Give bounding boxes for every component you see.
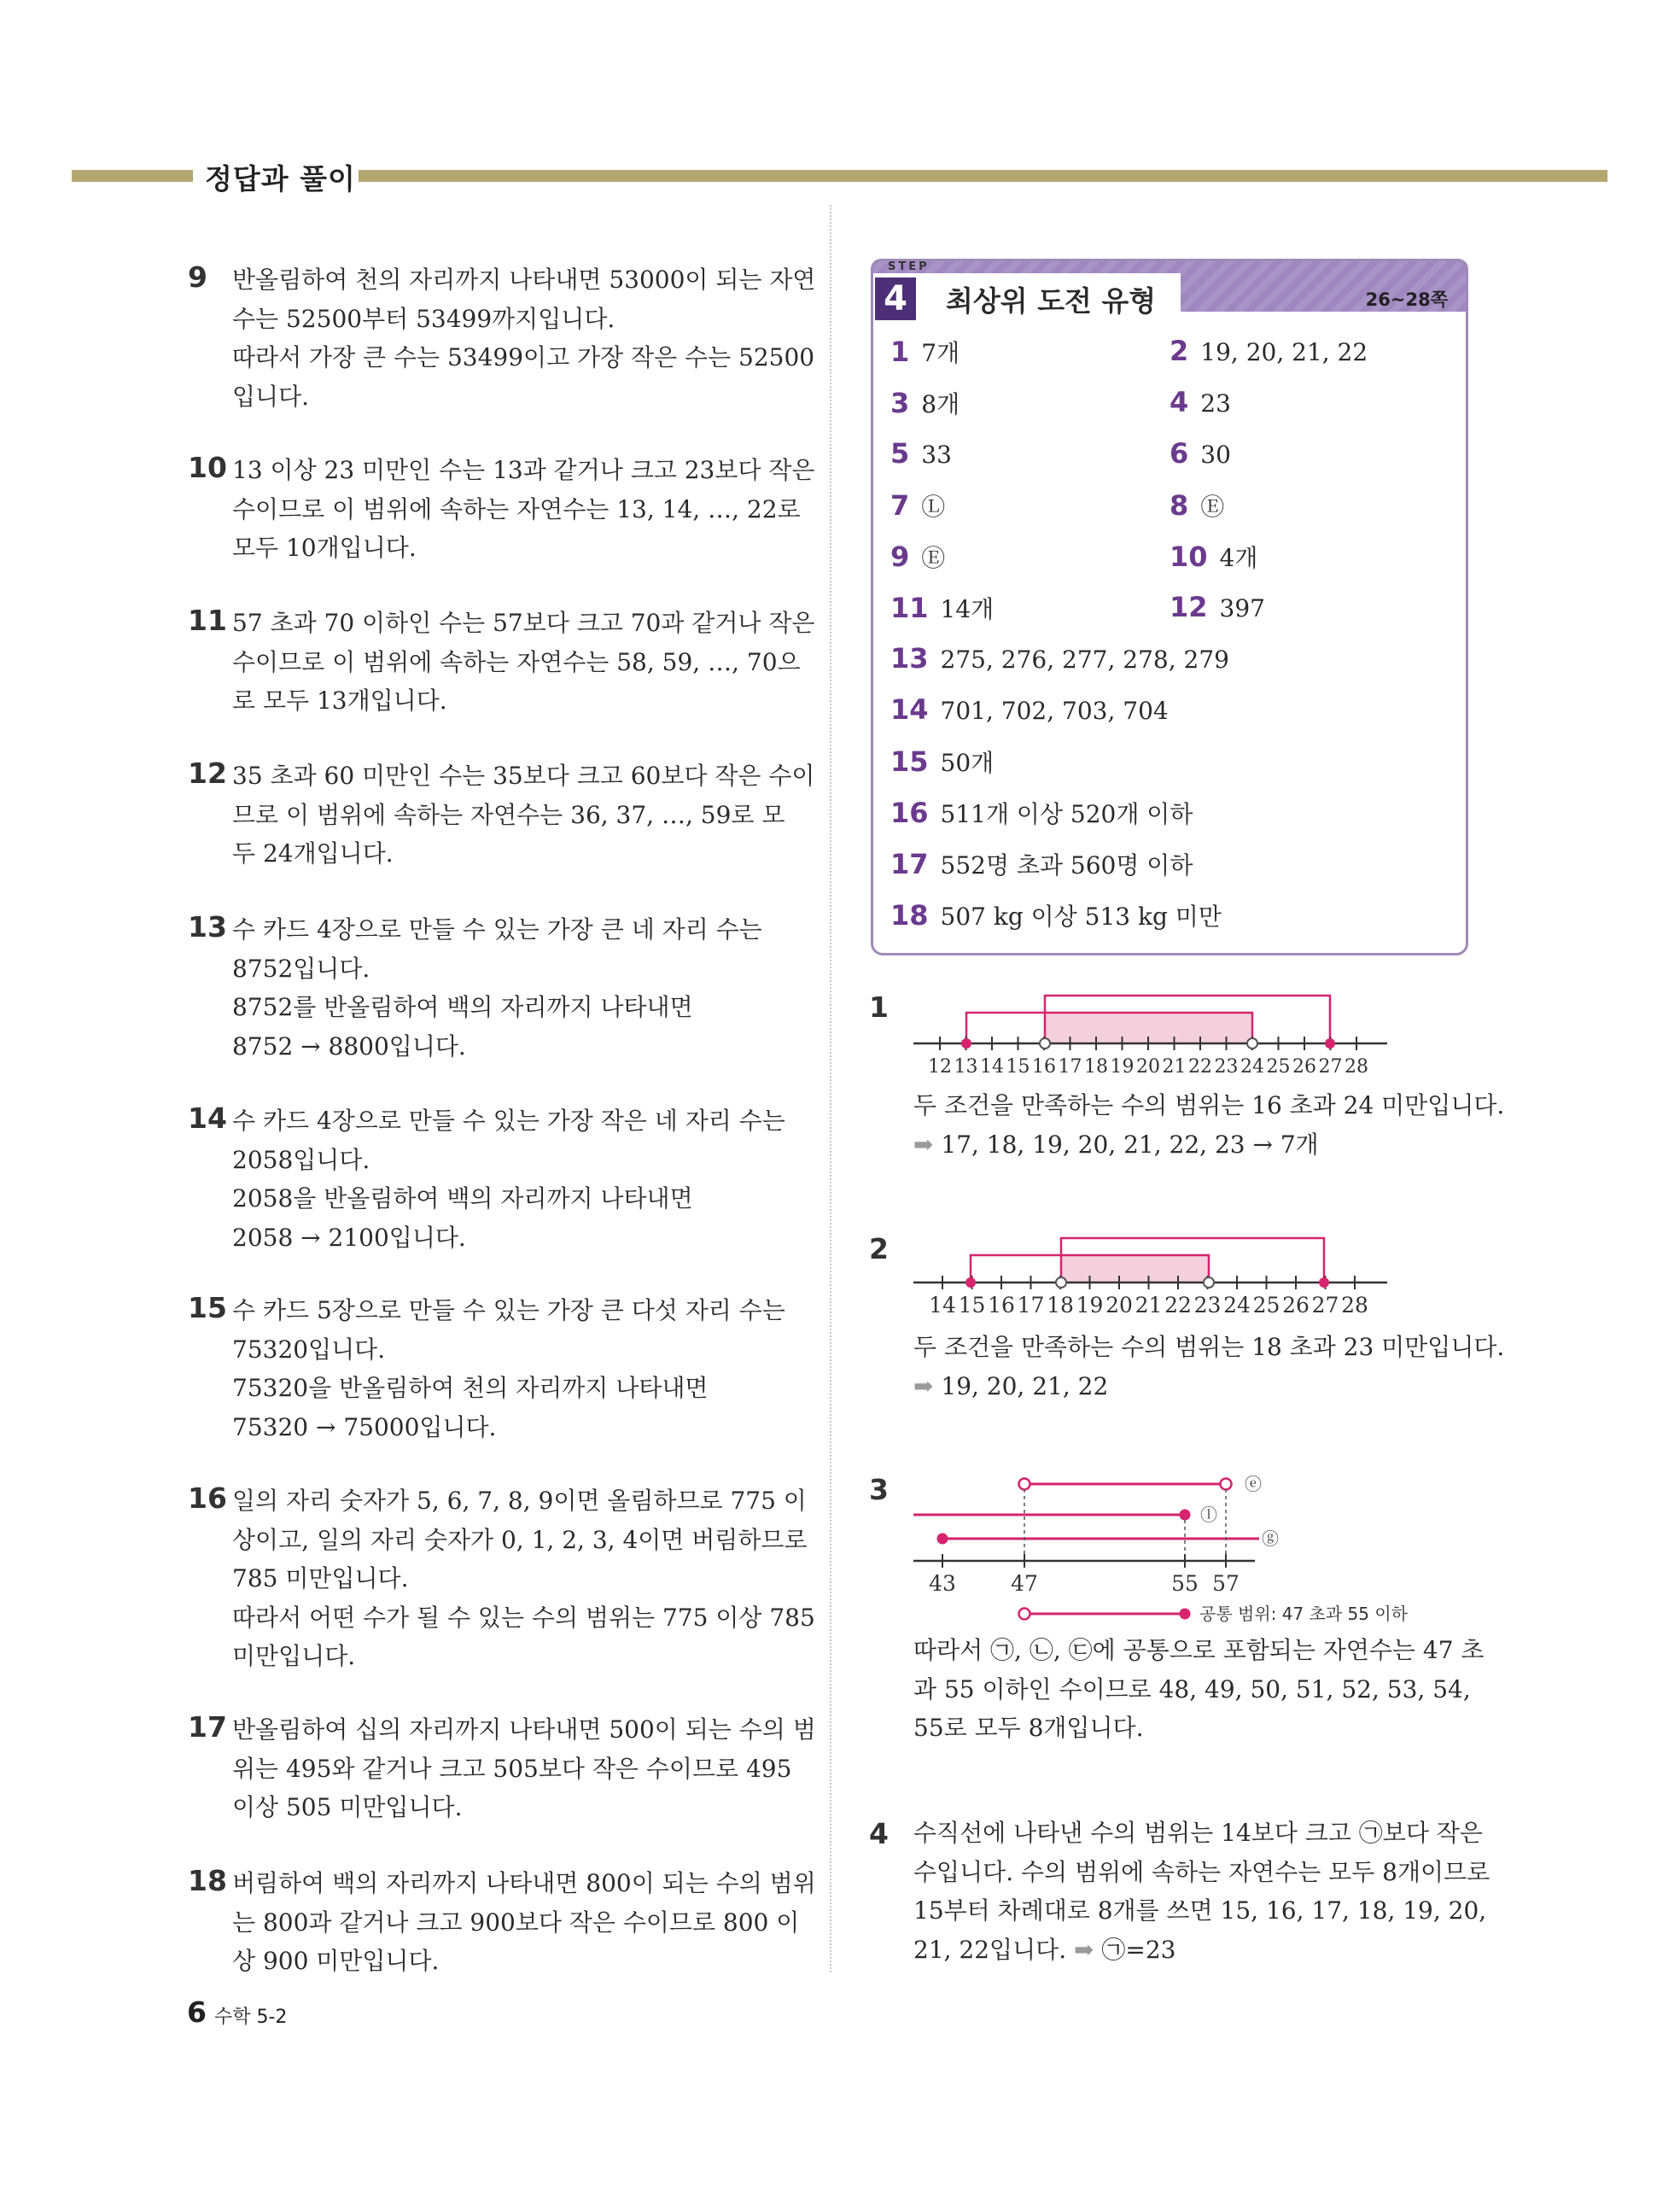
problem-line: 2058을 반올림하여 백의 자리까지 나타내면 <box>232 1184 693 1212</box>
tick-label: 26 <box>1292 1056 1316 1076</box>
tick-label: 22 <box>1164 1293 1192 1315</box>
solution-2-line-1: 두 조건을 만족하는 수의 범위는 18 초과 23 미만입니다. <box>913 1333 1505 1361</box>
problem-line: 수이므로 이 범위에 속하는 자연수는 58, 59, …, 70으 <box>232 647 801 676</box>
tick-label: 25 <box>1266 1056 1291 1076</box>
common-open-47 <box>1019 1609 1030 1620</box>
open-point-57 <box>1221 1479 1232 1490</box>
answer-item-1 <box>890 335 960 369</box>
problem-text <box>232 757 813 873</box>
problem-number: 10 <box>188 451 227 484</box>
tick-label: 19 <box>1110 1056 1135 1076</box>
problem-line: 모두 10개입니다. <box>232 534 417 562</box>
answer-value: 507 kg 이상 513 kg 미만 <box>940 903 1222 931</box>
tick-label: 15 <box>1006 1056 1030 1076</box>
answer-number: 2 <box>1170 335 1189 367</box>
problem-text <box>232 1101 813 1257</box>
answer-number: 18 <box>890 899 929 932</box>
answer-number: 14 <box>890 693 929 726</box>
answer-item-16 <box>890 796 1193 830</box>
solution-3-text <box>913 1631 1485 1748</box>
problem-number: 16 <box>188 1481 227 1515</box>
problem-text <box>232 604 813 721</box>
step-title: 최상위 도전 유형 <box>946 284 1157 318</box>
answer-number: 6 <box>1170 437 1189 470</box>
gray-arrow-icon: ➡ <box>1074 1935 1094 1964</box>
tick-label: 27 <box>1311 1293 1339 1315</box>
problem-line: 수이므로 이 범위에 속하는 자연수는 13, 14, …, 22로 <box>232 494 801 523</box>
answer-value: 30 <box>1200 441 1231 469</box>
problem-line: 로 모두 13개입니다. <box>232 687 447 715</box>
problem-text <box>232 1291 813 1446</box>
tick-label-47: 47 <box>1011 1571 1038 1596</box>
answer-value: 511개 이상 520개 이하 <box>940 800 1193 828</box>
answer-number: 9 <box>890 540 910 573</box>
answer-value: 397 <box>1219 594 1265 622</box>
tick-label: 16 <box>1032 1056 1056 1076</box>
answer-number: 12 <box>1170 591 1208 623</box>
problem-line: 상 900 미만입니다. <box>232 1947 440 1975</box>
problem-line: 입니다. <box>232 382 310 411</box>
answer-number: 4 <box>1170 386 1189 418</box>
common-range-label: 공통 범위: 47 초과 55 이하 <box>1199 1604 1408 1624</box>
problem-text <box>232 451 813 568</box>
common-closed-55 <box>1180 1609 1191 1620</box>
tick-label: 17 <box>1058 1056 1082 1076</box>
solution-3-line-3: 55로 모두 8개입니다. <box>913 1714 1144 1742</box>
step-label: STEP <box>888 260 930 273</box>
answer-item-6 <box>1170 437 1231 470</box>
answer-value: 14개 <box>940 595 995 623</box>
label-g-icon: ⓖ <box>1262 1528 1279 1549</box>
solution-2-line-2: 19, 20, 21, 22 <box>941 1371 1109 1400</box>
tick-label: 17 <box>1017 1293 1045 1315</box>
tick-label: 21 <box>1135 1293 1163 1315</box>
answer-number: 10 <box>1170 540 1208 573</box>
tick-label: 23 <box>1214 1056 1239 1076</box>
answer-number: 13 <box>890 642 929 675</box>
answer-value: Ⓛ <box>921 493 946 521</box>
answer-item-2 <box>1170 335 1368 367</box>
answer-item-10 <box>1170 540 1257 574</box>
open-point-24 <box>1247 1038 1257 1049</box>
answer-item-15 <box>890 745 994 779</box>
step-pages: 26~28쪽 <box>1365 289 1448 310</box>
problem-number: 12 <box>188 757 227 790</box>
tick-label: 24 <box>1223 1293 1251 1315</box>
answer-value: 7개 <box>921 339 960 367</box>
gray-arrow-icon: ➡ <box>913 1130 934 1159</box>
answer-value: Ⓔ <box>921 544 946 572</box>
problem-text <box>232 260 816 416</box>
tick-label: 14 <box>929 1293 956 1315</box>
tick-label: 15 <box>958 1293 986 1315</box>
problem-line: 미만입니다. <box>232 1642 356 1670</box>
problem-line: 75320을 반올림하여 천의 자리까지 나타내면 <box>232 1374 709 1402</box>
problem-line: 버림하여 백의 자리까지 나타내면 800이 되는 수의 범위 <box>232 1869 816 1897</box>
page-header-title: 정답과 풀이 <box>205 162 356 196</box>
tick-label: 25 <box>1252 1293 1280 1315</box>
problem-line: 는 800과 같거나 크고 900보다 작은 수이므로 800 이 <box>232 1908 800 1937</box>
label-l-icon: ⓛ <box>1200 1504 1217 1525</box>
answer-number: 17 <box>890 848 929 880</box>
problem-number: 11 <box>188 604 227 637</box>
problem-line: 수는 52500부터 53499까지입니다. <box>232 304 615 333</box>
problem-number: 13 <box>188 910 227 944</box>
tick-label: 13 <box>954 1056 978 1076</box>
header-bar-left <box>72 170 193 182</box>
number-line-3 <box>913 1469 1477 1631</box>
problem-line: 8752입니다. <box>232 954 370 983</box>
answer-number: 1 <box>890 336 910 368</box>
answer-value: 19, 20, 21, 22 <box>1200 338 1368 366</box>
closed-point-15 <box>965 1277 976 1288</box>
problem-line: 8752를 반올림하여 백의 자리까지 나타내면 <box>232 993 693 1021</box>
answer-value: 4개 <box>1219 544 1258 572</box>
problem-line: 이상 505 미만입니다. <box>232 1793 463 1821</box>
gray-arrow-icon: ➡ <box>913 1371 934 1400</box>
solution-3-line-2: 과 55 이하인 수이므로 48, 49, 50, 51, 52, 53, 54, <box>913 1674 1471 1703</box>
tick-label: 16 <box>988 1293 1015 1315</box>
tick-label: 28 <box>1341 1293 1368 1315</box>
answer-value: 50개 <box>940 749 995 777</box>
tick-label: 18 <box>1084 1056 1108 1076</box>
problem-line: 반올림하여 천의 자리까지 나타내면 53000이 되는 자연 <box>232 266 816 294</box>
tick-label: 21 <box>1162 1056 1187 1076</box>
solution-4-line-3: 15부터 차례대로 8개를 쓰면 15, 16, 17, 18, 19, 20, <box>913 1896 1487 1925</box>
problem-line: 2058 → 2100입니다. <box>232 1223 466 1252</box>
answer-number: 8 <box>1170 489 1189 522</box>
answer-value: 552명 초과 560명 이하 <box>940 851 1193 879</box>
solution-4-line-1: 수직선에 나타낸 수의 범위는 14보다 크고 ㉠보다 작은 <box>913 1819 1483 1847</box>
solution-3-number: 3 <box>869 1473 889 1506</box>
problem-line: 따라서 가장 큰 수는 53499이고 가장 작은 수는 52500 <box>232 343 815 371</box>
solution-4-line-4: 21, 22입니다. <box>913 1935 1067 1964</box>
tick-label: 20 <box>1105 1293 1133 1315</box>
tick-label-57: 57 <box>1212 1571 1240 1596</box>
problem-line: 13 이상 23 미만인 수는 13과 같거나 크고 23보다 작은 <box>232 456 815 484</box>
answer-number: 15 <box>890 745 929 778</box>
closed-point-13 <box>961 1038 971 1049</box>
column-divider <box>830 205 831 1972</box>
problem-line: 35 초과 60 미만인 수는 35보다 크고 60보다 작은 수이 <box>232 762 815 790</box>
number-line-1 <box>913 990 1409 1076</box>
answer-item-9 <box>890 540 945 574</box>
tick-label: 23 <box>1193 1293 1222 1315</box>
problem-line: 8752 → 8800입니다. <box>232 1031 466 1060</box>
answer-item-11 <box>890 591 994 625</box>
answer-item-5 <box>890 437 952 470</box>
page-number: 6 <box>187 1995 207 2029</box>
answer-value: Ⓔ <box>1200 493 1225 521</box>
answer-number: 7 <box>890 489 910 522</box>
solution-4-line-5: ㉠=23 <box>1101 1935 1176 1964</box>
problem-line: 두 24개입니다. <box>232 839 394 868</box>
answer-number: 3 <box>890 387 910 419</box>
problem-line: 따라서 어떤 수가 될 수 있는 수의 범위는 775 이상 785 <box>232 1603 815 1632</box>
problem-number: 9 <box>188 260 207 294</box>
problem-text <box>232 1481 813 1676</box>
answer-item-4 <box>1170 386 1231 418</box>
closed-point-27 <box>1325 1038 1335 1049</box>
closed-point-27b <box>1319 1277 1329 1288</box>
answer-number: 5 <box>890 437 910 470</box>
solution-4-text <box>913 1814 1490 1969</box>
answer-value: 8개 <box>921 390 960 418</box>
footer-subject: 수학 5-2 <box>214 2007 288 2028</box>
tick-label-55: 55 <box>1171 1571 1199 1596</box>
answer-item-3 <box>890 386 960 420</box>
tick-label: 28 <box>1345 1056 1368 1076</box>
closed-point-55 <box>1180 1510 1191 1521</box>
problem-text <box>232 910 813 1066</box>
answer-number: 11 <box>890 592 929 624</box>
problem-line: 위는 495와 같거나 크고 505보다 작은 수이므로 495 <box>232 1754 792 1783</box>
problem-line: 수 카드 4장으로 만들 수 있는 가장 큰 네 자리 수는 <box>232 915 762 944</box>
problem-line: 므로 이 범위에 속하는 자연수는 36, 37, …, 59로 모 <box>232 800 785 829</box>
problem-number: 14 <box>188 1101 227 1135</box>
solution-3-line-1: 따라서 ㉠, ㉡, ㉢에 공통으로 포함되는 자연수는 47 초 <box>913 1636 1485 1664</box>
answer-number: 16 <box>890 797 929 829</box>
solution-1-text <box>913 1086 1505 1164</box>
problem-number: 18 <box>188 1864 227 1897</box>
open-point-16 <box>1040 1038 1050 1049</box>
tick-label: 18 <box>1047 1293 1074 1315</box>
open-point-47-e <box>1019 1479 1030 1490</box>
answer-value: 33 <box>921 441 952 469</box>
solution-2-number: 2 <box>869 1232 889 1265</box>
problem-line: 57 초과 70 이하인 수는 57보다 크고 70과 같거나 작은 <box>232 609 815 637</box>
solution-4-number: 4 <box>869 1817 889 1850</box>
answer-item-8 <box>1170 488 1224 523</box>
answer-item-12 <box>1170 591 1265 623</box>
answer-value: 275, 276, 277, 278, 279 <box>940 646 1229 674</box>
problem-line: 상이고, 일의 자리 숫자가 0, 1, 2, 3, 4이면 버림하므로 <box>232 1525 808 1554</box>
problem-line: 75320입니다. <box>232 1335 386 1364</box>
problem-line: 반올림하여 십의 자리까지 나타내면 500이 되는 수의 범 <box>232 1715 816 1744</box>
problem-text <box>232 1710 816 1827</box>
open-point-18 <box>1056 1277 1066 1288</box>
answer-value: 701, 702, 703, 704 <box>940 697 1169 725</box>
problem-text <box>232 1864 816 1981</box>
tick-label-43: 43 <box>929 1571 956 1596</box>
problem-line: 일의 자리 숫자가 5, 6, 7, 8, 9이면 올림하므로 775 이 <box>232 1487 807 1515</box>
answer-item-7 <box>890 488 945 523</box>
solution-4-line-2: 수입니다. 수의 범위에 속하는 자연수는 모두 8개이므로 <box>913 1857 1490 1886</box>
tick-label: 14 <box>980 1056 1004 1076</box>
header-bar-right <box>359 170 1607 182</box>
label-e-icon: ⓔ <box>1245 1474 1262 1494</box>
tick-label: 19 <box>1076 1293 1104 1315</box>
problem-line: 수 카드 5장으로 만들 수 있는 가장 큰 다섯 자리 수는 <box>232 1296 785 1324</box>
answer-item-18 <box>890 898 1222 932</box>
solution-1-line-1: 두 조건을 만족하는 수의 범위는 16 초과 24 미만입니다. <box>913 1091 1505 1119</box>
answer-value: 23 <box>1200 389 1231 418</box>
tick-label: 12 <box>928 1056 952 1076</box>
problem-line: 785 미만입니다. <box>232 1564 409 1592</box>
closed-point-43 <box>937 1534 948 1545</box>
open-point-23 <box>1204 1277 1214 1288</box>
solution-2-text <box>913 1328 1505 1405</box>
problem-number: 17 <box>188 1710 227 1744</box>
tick-label: 22 <box>1188 1056 1212 1076</box>
solution-1-number: 1 <box>869 990 889 1024</box>
answer-item-13 <box>890 642 1229 675</box>
answer-item-17 <box>890 847 1193 881</box>
tick-label: 20 <box>1136 1056 1160 1076</box>
problem-number: 15 <box>188 1291 227 1324</box>
tick-label: 26 <box>1282 1293 1310 1315</box>
problem-line: 75320 → 75000입니다. <box>232 1412 497 1441</box>
answer-item-14 <box>890 693 1169 726</box>
solution-1-line-2: 17, 18, 19, 20, 21, 22, 23 → 7개 <box>941 1130 1319 1159</box>
tick-label: 27 <box>1318 1056 1343 1076</box>
tick-label: 24 <box>1240 1056 1264 1076</box>
number-line-2 <box>913 1230 1409 1315</box>
range-fill-2 <box>1061 1255 1209 1282</box>
step-number: 4 <box>875 278 916 320</box>
problem-line: 수 카드 4장으로 만들 수 있는 가장 작은 네 자리 수는 <box>232 1107 785 1135</box>
problem-line: 2058입니다. <box>232 1145 370 1174</box>
